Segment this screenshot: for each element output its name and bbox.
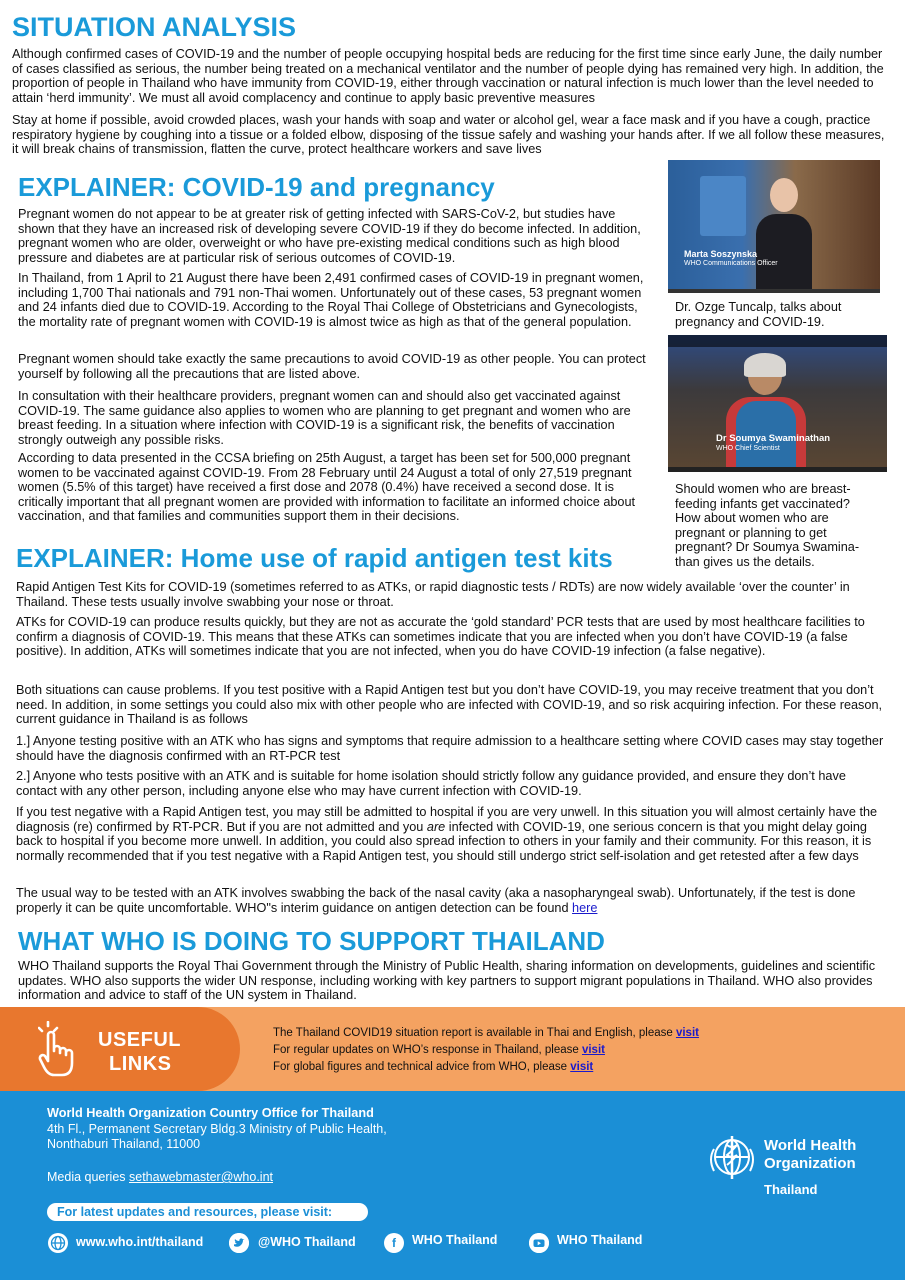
updates-text: For latest updates and resources, please visit:: [57, 1205, 333, 1219]
visit-link[interactable]: visit: [675, 1027, 699, 1039]
visit-link[interactable]: visit: [581, 1044, 605, 1056]
video-overlay-name: Dr Soumya Swaminathan: [716, 433, 831, 444]
presenter-figure: [756, 178, 812, 293]
useful-link-row-2: [273, 1043, 605, 1057]
useful-links-band: [0, 1007, 905, 1091]
twitter-icon: [229, 1233, 249, 1253]
facebook-link[interactable]: WHO Thailand: [412, 1233, 498, 1247]
video-overlay-role: WHO Communications Officer: [684, 260, 778, 267]
video-overlay-role: WHO Chief Scientist: [716, 445, 780, 452]
facebook-icon: f: [384, 1233, 404, 1253]
visit-link[interactable]: visit: [570, 1061, 594, 1073]
video-thumbnail-pregnancy[interactable]: [668, 160, 880, 293]
atk-paragraph-1: Rapid Antigen Test Kits for COVID-19 (sometimes referred to as ATKs, or rapid diagnostic tests / RDTs) are now widely available ‘over the counter’ in Thailand. These tests usually involve swabbing your nose or throat.: [16, 580, 850, 609]
presenter-figure: [726, 353, 806, 472]
video-progress-bar[interactable]: [668, 467, 887, 472]
video-thumbnail-breastfeeding[interactable]: [668, 335, 887, 472]
pregnancy-paragraph-1: Pregnant women do not appear to be at greater risk of getting infected with SARS-CoV-2, but studies have shown that they have an increased risk of developing severe COVID-19 if they do become infected. In addition, pregnant women who are older, overweight or who have pre-existing medical conditions such as high blood pressure and diabetes are at particular risk of serious outcomes of COVID-19.: [18, 207, 641, 265]
who-title: WHAT WHO IS DOING TO SUPPORT THAILAND: [18, 926, 605, 956]
atk-p7-text: The usual way to be tested with an ATK involves swabbing the back of the nasal cavity (aka a nasopharyngeal swab). Unfortunately, if the test is done properly it can be quite uncomfortable. WHO"s interim guidance on antigen detection can be found: [16, 886, 856, 915]
footer: [0, 1091, 905, 1280]
who-logo-line-3: Thailand: [764, 1182, 818, 1197]
video-caption-1: Dr. Ozge Tuncalp, talks about pregnancy and COVID-19.: [675, 300, 842, 329]
video-overlay-name: Marta Soszynska: [684, 249, 758, 259]
atk-paragraph-3: Both situations can cause problems. If you test positive with a Rapid Antigen test but you don’t have COVID-19, you may receive treatment that you don’t need. In addition, in some settings you could also mix with other people who are infected with COVID-19, and so risk acquiring infection. For these reason, current guidance in Thailand is as follows: [16, 683, 883, 727]
situation-title: SITUATION ANALYSIS: [12, 12, 297, 42]
situation-paragraph-1: Although confirmed cases of COVID-19 and the number of people occupying hospital beds are reducing for the first time since early June, the daily number of cases classified as serious, the number being treated on a mechanical ventilator and the number of people dying has remained very high. In addition, the proportion of people in Thailand who have immunity from COVID-19, either through vaccination or natural infection is much lower than the level needed to attain ‘herd immunity’. We must all avoid complacency and continue to apply basic preventive measures: [12, 47, 884, 105]
hand-pointer-icon: [38, 1021, 78, 1079]
who-logo-line-2: Organization: [764, 1155, 856, 1172]
who-banner-icon: [700, 176, 746, 236]
media-label: Media queries: [47, 1170, 129, 1184]
situation-paragraph-2: Stay at home if possible, avoid crowded places, wash your hands with soap and water or alcohol gel, wear a face mask and if you have a cough, practice respiratory hygiene by coughing into a tissue or a folded elbow, disposing of the tissue safely and washing your hands after. If we all follow these measures, it will break chains of transmission, flatten the curve, protect healthcare workers and save lives: [12, 113, 885, 157]
pregnancy-title: EXPLAINER: COVID-19 and pregnancy: [18, 172, 495, 202]
footer-media: [47, 1170, 273, 1185]
youtube-icon: [529, 1233, 549, 1253]
useful-label-2: LINKS: [109, 1053, 172, 1075]
atk-p6-emphasis: are: [426, 819, 446, 834]
useful-links-tab: [0, 1007, 240, 1091]
useful-label-1: USEFUL: [98, 1029, 181, 1051]
youtube-link[interactable]: WHO Thailand: [557, 1233, 643, 1247]
atk-paragraph-6: [16, 805, 890, 863]
who-emblem-icon: [706, 1131, 758, 1183]
useful-link-text: For global figures and technical advice from WHO, please: [273, 1061, 571, 1073]
atk-paragraph-7: [16, 886, 890, 915]
pregnancy-paragraph-5: According to data presented in the CCSA briefing on 25th August, a target has been set for 500,000 pregnant women to be vaccinated against COVID-19. From 28 February until 24 August a total of only 27,519 pregnant women (5.5% of this target) have received a first dose and 2078 (0.4%) have received a second dose. It is critically important that all pregnant women are provided with information to facilitate an informed choice about vaccination, and that families and communities support them in their decisions.: [18, 451, 636, 524]
footer-address-2: Nonthaburi Thailand, 11000: [47, 1137, 201, 1151]
useful-link-row-3: [273, 1060, 593, 1074]
pregnancy-paragraph-4: In consultation with their healthcare providers, pregnant women can and should also get vaccinated against COVID-19. The same guidance also applies to women who are planning to get pregnant and women who are breast feeding. In a situation where infection with COVID-19 is a significant risk, the benefits of vaccination strongly outweigh any possible risks.: [18, 389, 631, 447]
atk-paragraph-4: 1.] Anyone testing positive with an ATK who has signs and symptoms that require admission to a healthcare setting where COVID cases may stay together should have the diagnosis confirmed with an RT-PCR test: [16, 734, 884, 763]
useful-link-text: For regular updates on WHO’s response in Thailand, please: [273, 1044, 582, 1056]
pregnancy-paragraph-3: Pregnant women should take exactly the same precautions to avoid COVID-19 as other people. You can protect yourself by following all the precautions that are listed above.: [18, 352, 646, 381]
globe-icon: [48, 1233, 68, 1253]
atk-p6-text-a: If you test negative with a Rapid Antigen test, you may still be admitted to hospital if you are very unwell. In this situation you will almost certainly have the diagnosis (re) confirmed by RT-PCR. But if you are not admitted and you: [16, 805, 878, 834]
who-logo-line-1: World Health: [764, 1137, 857, 1154]
atk-paragraph-2: ATKs for COVID-19 can produce results quickly, but they are not as accurate the ‘gold standard’ PCR tests that are used by most healthcare facilities to confirm a diagnosis of COVID-19. This means that these ATKs can sometimes indicate that you are infected when you don’t have COVID-19 (a false positive). In addition, ATKs will sometimes indicate that you are not infected, when you do have COVID-19 infection (a false negative).: [16, 615, 865, 659]
twitter-link[interactable]: @WHO Thailand: [258, 1235, 356, 1249]
website-link[interactable]: www.who.int/thailand: [76, 1235, 204, 1249]
useful-link-text: The Thailand COVID19 situation report is available in Thai and English, please: [273, 1027, 676, 1039]
atk-title: EXPLAINER: Home use of rapid antigen test kits: [16, 543, 613, 573]
atk-p6-text-b: infected with COVID-19, one serious concern is that you might delay going back to hospital if you become more unwell. In addition, you could also spread infection to others in your family and their community. For this reason, it is normally recommended that if you test negative with a Rapid Antigen test, you should still undergo strict self-isolation and get retested after a few days: [16, 819, 872, 863]
video-progress-bar[interactable]: [668, 289, 880, 293]
footer-org-name: World Health Organization Country Office for Thailand: [47, 1106, 374, 1120]
pregnancy-paragraph-2: In Thailand, from 1 April to 21 August there have been 2,491 confirmed cases of COVID-19 in pregnant women, including 1,700 Thai nationals and 791 non-Thai women. Unfortunately out of these cases, 53 pregnant women and 24 infants died due to COVID-19. According to the Royal Thai College of Obstetricians and Gynecologists, the mortality rate of pregnant women with COVID-19 is almost twice as high as that of the general population.: [18, 271, 644, 329]
footer-address-1: 4th Fl., Permanent Secretary Bldg.3 Ministry of Public Health,: [47, 1122, 387, 1136]
useful-link-row-1: [273, 1026, 699, 1040]
who-paragraph-1: WHO Thailand supports the Royal Thai Government through the Ministry of Public Health, sharing information on developments, guidelines and scientific updates. WHO also supports the wider UN response, including working with key partners to support migrant populations in Thailand. WHO also provides information and advice to staff of the UN system in Thailand.: [18, 959, 876, 1003]
atk-paragraph-5: 2.] Anyone who tests positive with an ATK and is suitable for home isolation should strictly follow any guidance provided, and ensure they don’t have contact with any other person, including anyone else who may have current infection with COVID-19.: [16, 769, 846, 798]
video-top-bar: [668, 335, 887, 347]
video-caption-2: Should women who are breast-feeding infants get vaccinated? How about women who are pregnant or planning to get pregnant? Dr Soumya Swamina-than gives us the details.: [675, 482, 860, 569]
media-email-link[interactable]: sethawebmaster@who.int: [129, 1170, 274, 1184]
guidance-link[interactable]: here: [572, 900, 598, 915]
updates-pill: [47, 1203, 368, 1221]
